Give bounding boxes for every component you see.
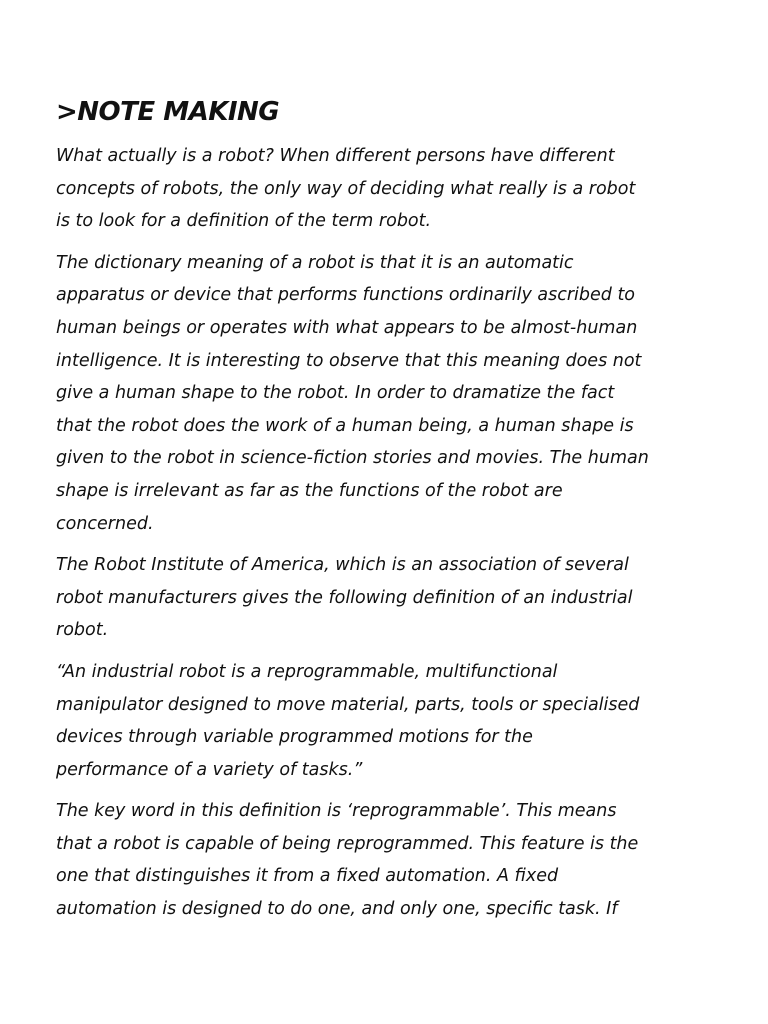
text-line: that a robot is capable of being reprogrammed. This feature is the: [56, 833, 639, 854]
text-line: performance of a variety of tasks.”: [56, 759, 363, 780]
text-line: robot.: [56, 620, 109, 641]
text-line: The key word in this definition is ‘reprogrammable’. This means: [56, 801, 617, 822]
text-line: What actually is a robot? When different persons have different: [56, 146, 615, 166]
text-line: The Robot Institute of America, which is an association of several: [56, 555, 629, 576]
paragraph-robot-question: [56, 140, 686, 238]
text-line: devices through variable programmed motions for the: [56, 727, 533, 748]
text-line: given to the robot in science-fiction stories and movies. The human: [56, 448, 649, 469]
document-page: [56, 92, 686, 935]
text-line: human beings or operates with what appears to be almost-human: [56, 317, 638, 338]
paragraph-key-word: [56, 795, 686, 925]
text-line: manipulator designed to move material, parts, tools or specialised: [56, 694, 640, 715]
text-line: shape is irrelevant as far as the functions of the robot are: [56, 480, 563, 501]
text-line: apparatus or device that performs functions ordinarily ascribed to: [56, 285, 636, 306]
text-line: concepts of robots, the only way of deciding what really is a robot: [56, 178, 636, 199]
text-line: robot manufacturers gives the following definition of an industrial: [56, 587, 633, 608]
text-line: give a human shape to the robot. In order to dramatize the fact: [56, 383, 615, 404]
text-line: “An industrial robot is a reprogrammable, multifunctional: [56, 661, 558, 682]
text-line: The dictionary meaning of a robot is that it is an automatic: [56, 252, 574, 273]
text-line: intelligence. It is interesting to observe that this meaning does not: [56, 350, 642, 371]
text-line: automation is designed to do one, and only one, specific task. If: [56, 899, 618, 920]
paragraph-dictionary-meaning: [56, 247, 686, 540]
page-heading: >NOTE MAKING: [56, 97, 280, 127]
text-line: one that distinguishes it from a fixed automation. A fixed: [56, 866, 559, 887]
text-line: concerned.: [56, 513, 154, 534]
text-line: that the robot does the work of a human being, a human shape is: [56, 415, 634, 436]
paragraph-robot-institute: [56, 549, 686, 647]
text-line: is to look for a definition of the term robot.: [56, 211, 432, 232]
paragraph-definition-quote: [56, 656, 686, 786]
